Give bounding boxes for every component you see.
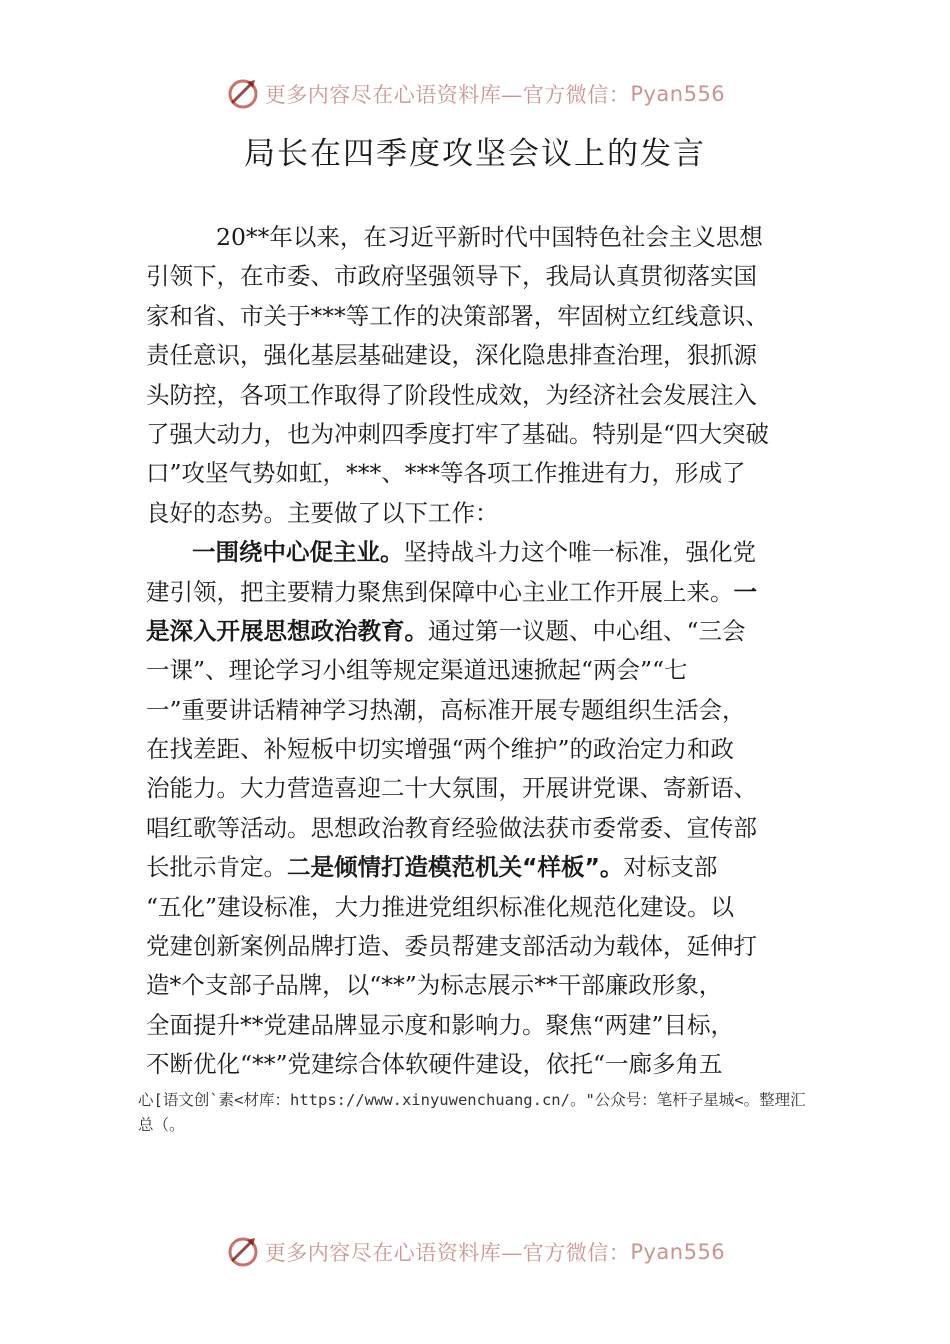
banner-text: 更多内容尽在心语资料库—官方微信： bbox=[264, 83, 631, 107]
paragraph-line bbox=[146, 769, 806, 808]
wechat-id: Pyan556 bbox=[630, 82, 726, 106]
paragraph-line bbox=[146, 966, 806, 1005]
paragraph-line bbox=[146, 927, 806, 966]
line-text: “五化”建设标准，大力推进党组织标准化规范化建设。以 bbox=[146, 892, 735, 921]
paragraph-line bbox=[146, 257, 806, 296]
paragraph-line bbox=[146, 1045, 806, 1084]
header-watermark-banner bbox=[0, 74, 950, 114]
line-text: 责任意识，强化基层基础建设，深化隐患排查治理，狠抓源 bbox=[146, 341, 757, 370]
brand-logo-icon bbox=[225, 1234, 261, 1270]
paragraph-line bbox=[146, 612, 806, 651]
line-text: 在找差距、补短板中切实增强“两个维护”的政治定力和政 bbox=[146, 735, 735, 764]
line-text: 口”攻坚气势如虹，***、***等各项工作推进有力，形成了 bbox=[146, 459, 746, 488]
paragraph-line bbox=[146, 218, 806, 257]
footnote-line: 心[语文创`素<材库：https://www.xinyuwenchuang.cn/。"公众号：笔杆子星城<。整理汇 bbox=[138, 1091, 806, 1109]
document-title: 局长在四季度攻坚会议上的发言 bbox=[244, 136, 706, 172]
paragraph-line bbox=[146, 573, 806, 612]
bold-heading-text: 一围绕中心促主业。 bbox=[192, 538, 404, 567]
paragraph-line bbox=[146, 848, 806, 887]
line-text: 一课”、理论学习小组等规定渠道迅速掀起“两会”“七 bbox=[146, 656, 688, 685]
footer-watermark-banner bbox=[0, 1232, 950, 1272]
paragraph-line bbox=[146, 730, 806, 769]
paragraph-line bbox=[146, 809, 806, 848]
paragraph-line bbox=[146, 494, 806, 533]
line-text: 唱红歌等活动。思想政治教育经验做法获市委常委、宣传部 bbox=[146, 813, 757, 842]
paragraph-line bbox=[146, 297, 806, 336]
paragraph-line bbox=[146, 691, 806, 730]
line-text: 引领下，在市委、市政府坚强领导下，我局认真贯彻落实国 bbox=[146, 262, 757, 291]
line-text: 一”重要讲话精神学习热潮，高标准开展专题组织生活会， bbox=[146, 695, 746, 724]
bold-heading-text: 二是倾情打造模范机关“样板”。 bbox=[287, 853, 624, 882]
paragraph-line bbox=[146, 651, 806, 690]
bold-heading-text: 一 bbox=[733, 577, 757, 606]
paragraph-line bbox=[146, 888, 806, 927]
line-text: 长批示肯定。 bbox=[146, 853, 287, 882]
paragraph-line bbox=[146, 336, 806, 375]
line-text: 治能力。大力营造喜迎二十大氛围，开展讲党课、寄新语、 bbox=[146, 774, 757, 803]
source-footnote bbox=[138, 1088, 838, 1138]
line-text: 家和省、市关于***等工作的决策部署，牢固树立红线意识、 bbox=[146, 301, 769, 330]
line-text: 建引领，把主要精力聚焦到保障中心主业工作开展上来。 bbox=[146, 577, 734, 606]
line-text: 20**年以来，在习近平新时代中国特色社会主义思想 bbox=[216, 223, 763, 251]
line-text: 全面提升**党建品牌显示度和影响力。聚焦“两建”目标， bbox=[146, 1010, 735, 1039]
brand-logo-icon bbox=[225, 76, 261, 112]
line-text: 对标支部 bbox=[623, 853, 718, 882]
line-text: 造*个支部子品牌，以“**”为标志展示**干部廉政形象， bbox=[146, 971, 723, 1000]
document-body bbox=[146, 218, 806, 1085]
line-text: 不断优化“**”党建综合体软硬件建设，依托“一廊多角五 bbox=[146, 1050, 723, 1079]
paragraph-line bbox=[146, 376, 806, 415]
line-text: 良好的态势。主要做了以下工作： bbox=[146, 498, 499, 527]
paragraph-line bbox=[146, 533, 806, 572]
wechat-id: Pyan556 bbox=[630, 1240, 726, 1264]
paragraph-line bbox=[146, 415, 806, 454]
line-text: 党建创新案例品牌打造、委员帮建支部活动为载体，延伸打 bbox=[146, 932, 757, 961]
paragraph-line bbox=[146, 1006, 806, 1045]
line-text: 通过第一议题、中心组、“三会 bbox=[428, 616, 746, 645]
bold-heading-text: 是深入开展思想政治教育。 bbox=[146, 616, 428, 645]
banner-text: 更多内容尽在心语资料库—官方微信： bbox=[264, 1241, 631, 1265]
paragraph-line bbox=[146, 454, 806, 493]
line-text: 坚持战斗力这个唯一标准，强化党 bbox=[403, 538, 756, 567]
line-text: 头防控，各项工作取得了阶段性成效，为经济社会发展注入 bbox=[146, 380, 757, 409]
line-text: 了强大动力，也为冲刺四季度打牢了基础。特别是“四大突破 bbox=[146, 419, 770, 448]
footnote-line: 总（。 bbox=[138, 1116, 185, 1134]
